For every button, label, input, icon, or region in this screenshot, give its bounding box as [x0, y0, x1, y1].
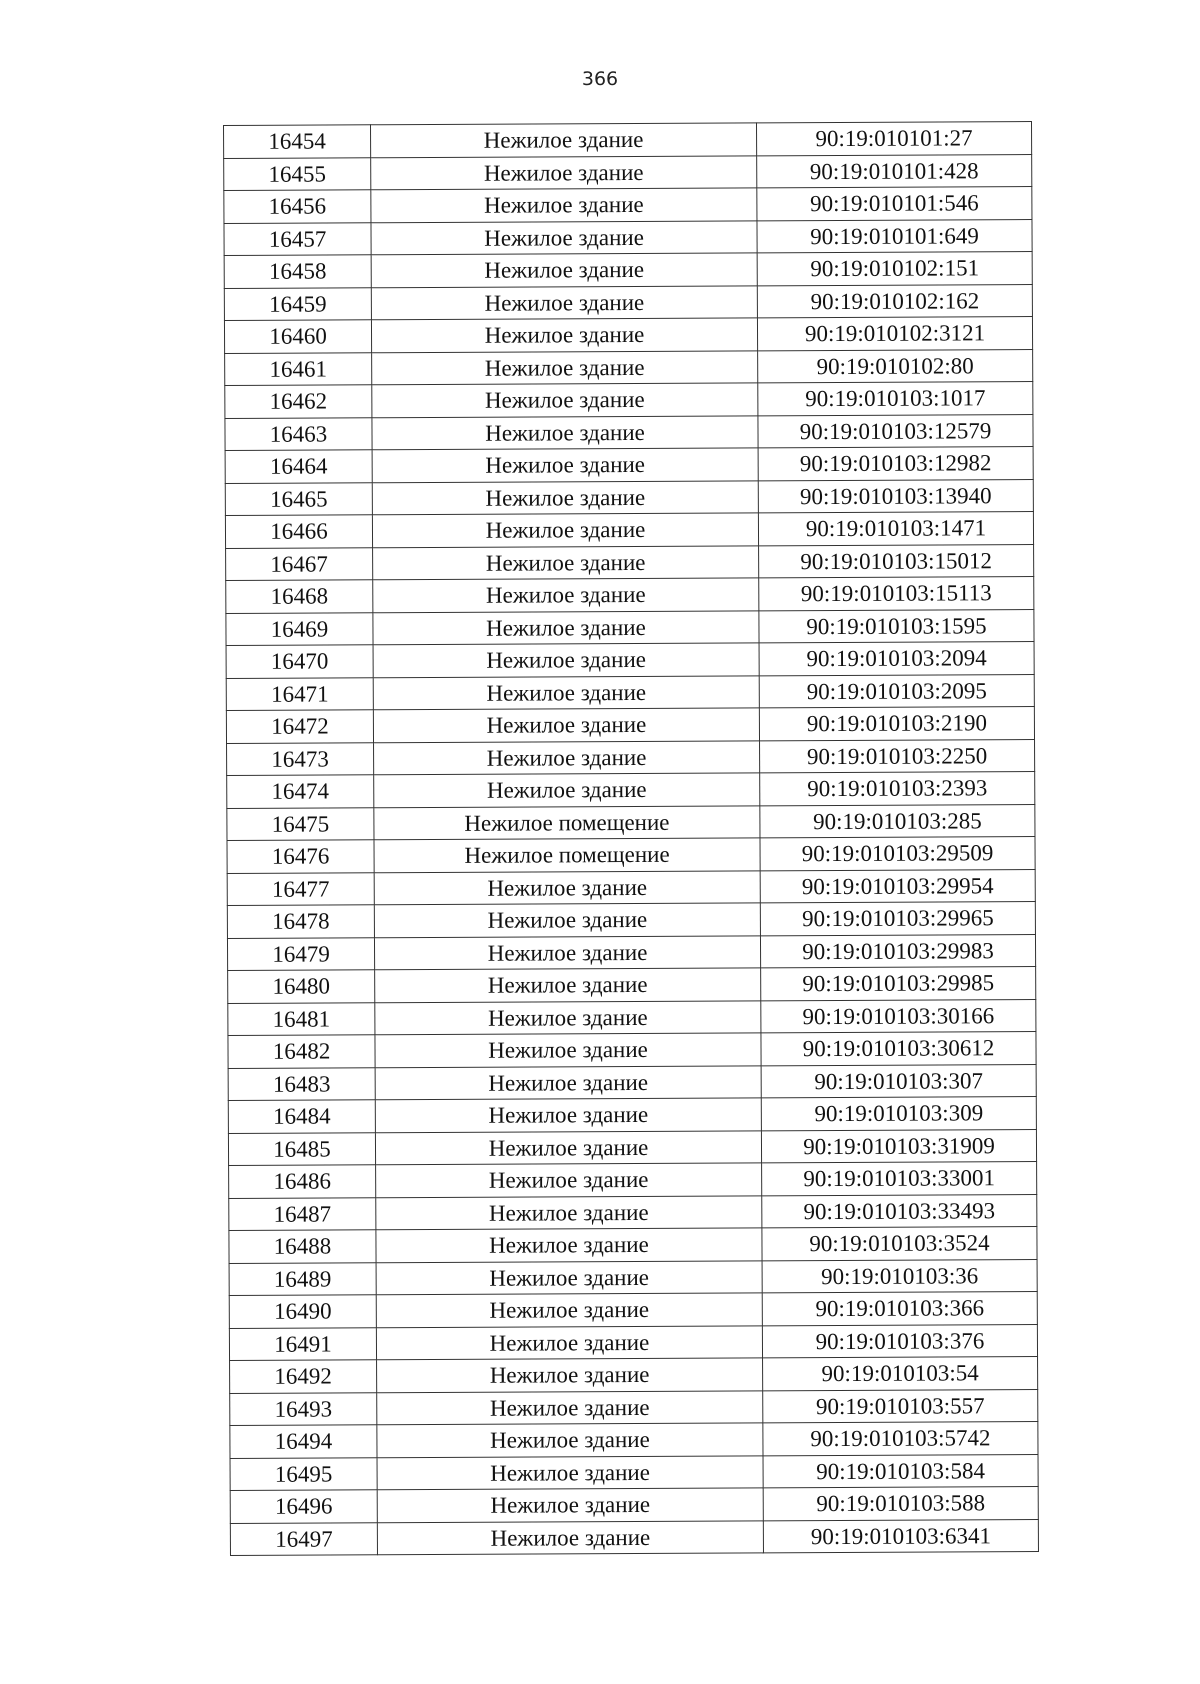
cadastral-number-cell: 90:19:010102:3121 [757, 317, 1032, 351]
object-type-cell: Нежилое здание [377, 1455, 763, 1489]
row-number-cell: 16473 [227, 742, 374, 775]
cadastral-number-cell: 90:19:010103:30166 [761, 999, 1036, 1033]
cadastral-number-cell: 90:19:010103:2094 [759, 642, 1034, 676]
table-row [230, 1357, 1038, 1393]
cadastral-number-cell: 90:19:010101:428 [757, 154, 1032, 188]
table-row [226, 577, 1034, 613]
object-type-cell: Нежилое помещение [374, 805, 760, 839]
object-type-cell: Нежилое здание [373, 578, 759, 612]
row-number-cell: 16479 [227, 937, 374, 970]
object-type-cell: Нежилое помещение [374, 838, 760, 872]
row-number-cell: 16489 [229, 1262, 376, 1295]
table-row [227, 772, 1035, 808]
object-type-cell: Нежилое здание [372, 448, 758, 482]
cadastral-number-cell: 90:19:010102:162 [757, 284, 1032, 318]
row-number-cell: 16465 [225, 482, 372, 515]
object-type-cell: Нежилое здание [371, 253, 757, 287]
table-row [228, 1097, 1036, 1133]
cadastral-number-cell: 90:19:010103:33001 [762, 1162, 1037, 1196]
cadastral-number-cell: 90:19:010101:27 [756, 122, 1031, 156]
table-row [226, 707, 1034, 743]
cadastral-number-cell: 90:19:010103:15113 [759, 577, 1034, 611]
table-row [230, 1454, 1038, 1490]
object-type-cell: Нежилое здание [377, 1390, 763, 1424]
table-row [227, 837, 1035, 873]
row-number-cell: 16464 [225, 450, 372, 483]
cadastral-number-cell: 90:19:010101:546 [757, 187, 1032, 221]
row-number-cell: 16468 [226, 580, 373, 613]
table-row [227, 869, 1035, 905]
object-type-cell: Нежилое здание [372, 480, 758, 514]
table-row [225, 479, 1033, 515]
cadastral-number-cell: 90:19:010103:33493 [762, 1194, 1037, 1228]
object-type-cell: Нежилое здание [372, 350, 758, 384]
row-number-cell: 16459 [224, 287, 371, 320]
cadastral-number-cell: 90:19:010103:309 [761, 1097, 1036, 1131]
table-row [224, 284, 1032, 320]
cadastral-number-cell: 90:19:010102:151 [757, 252, 1032, 286]
object-type-cell: Нежилое здание [377, 1423, 763, 1457]
object-type-cell: Нежилое здание [371, 220, 757, 254]
cadastral-number-cell: 90:19:010103:5742 [763, 1422, 1038, 1456]
row-number-cell: 16496 [230, 1490, 377, 1523]
object-type-cell: Нежилое здание [376, 1260, 762, 1294]
table-row [230, 1389, 1038, 1425]
object-type-cell: Нежилое здание [373, 675, 759, 709]
object-type-cell: Нежилое здание [376, 1325, 762, 1359]
row-number-cell: 16477 [227, 872, 374, 905]
cadastral-number-cell: 90:19:010103:285 [760, 804, 1035, 838]
cadastral-number-cell: 90:19:010103:29954 [760, 869, 1035, 903]
row-number-cell: 16497 [230, 1522, 377, 1555]
row-number-cell: 16486 [229, 1165, 376, 1198]
cadastral-number-cell: 90:19:010103:29983 [760, 934, 1035, 968]
row-number-cell: 16463 [225, 417, 372, 450]
table-row [227, 934, 1035, 970]
cadastral-number-cell: 90:19:010103:29985 [761, 967, 1036, 1001]
table-row [228, 1064, 1036, 1100]
cadastral-number-cell: 90:19:010102:80 [758, 349, 1033, 383]
object-type-cell: Нежилое здание [374, 870, 760, 904]
table-row [225, 349, 1033, 385]
object-type-cell: Нежилое здание [374, 773, 760, 807]
table-row [227, 902, 1035, 938]
table-row [229, 1162, 1037, 1198]
row-number-cell: 16494 [230, 1425, 377, 1458]
page-number: 366 [581, 68, 619, 90]
table-row [229, 1194, 1037, 1230]
row-number-cell: 16480 [228, 970, 375, 1003]
table-row [228, 1129, 1036, 1165]
row-number-cell: 16482 [228, 1035, 375, 1068]
cadastral-number-cell: 90:19:010103:366 [762, 1292, 1037, 1326]
row-number-cell: 16469 [226, 612, 373, 645]
row-number-cell: 16493 [230, 1392, 377, 1425]
object-type-cell: Нежилое здание [373, 643, 759, 677]
cadastral-number-cell: 90:19:010103:376 [762, 1324, 1037, 1358]
cadastral-number-cell: 90:19:010103:12982 [758, 447, 1033, 481]
object-type-cell: Нежилое здание [377, 1358, 763, 1392]
object-type-cell: Нежилое здание [371, 188, 757, 222]
object-type-cell: Нежилое здание [375, 968, 761, 1002]
table-row [224, 122, 1032, 158]
table-row [227, 739, 1035, 775]
object-type-cell: Нежилое здание [374, 740, 760, 774]
row-number-cell: 16455 [224, 157, 371, 190]
row-number-cell: 16490 [229, 1295, 376, 1328]
row-number-cell: 16460 [224, 320, 371, 353]
cadastral-number-cell: 90:19:010103:15012 [759, 544, 1034, 578]
table-row [226, 674, 1034, 710]
cadastral-number-cell: 90:19:010103:588 [763, 1487, 1038, 1521]
cadastral-number-cell: 90:19:010103:31909 [761, 1129, 1036, 1163]
row-number-cell: 16467 [226, 547, 373, 580]
object-type-cell: Нежилое здание [371, 123, 757, 157]
table-row [225, 512, 1033, 548]
row-number-cell: 16491 [229, 1327, 376, 1360]
cadastral-number-cell: 90:19:010103:1471 [758, 512, 1033, 546]
object-type-cell: Нежилое здание [374, 935, 760, 969]
table-row [226, 642, 1034, 678]
cadastral-number-cell: 90:19:010103:30612 [761, 1032, 1036, 1066]
table-row [228, 999, 1036, 1035]
table-row [229, 1227, 1037, 1263]
cadastral-number-cell: 90:19:010103:29509 [760, 837, 1035, 871]
cadastral-number-cell: 90:19:010103:1017 [758, 382, 1033, 416]
object-type-cell: Нежилое здание [376, 1195, 762, 1229]
object-type-cell: Нежилое здание [371, 318, 757, 352]
object-type-cell: Нежилое здание [376, 1163, 762, 1197]
table-row [225, 414, 1033, 450]
object-type-cell: Нежилое здание [373, 545, 759, 579]
object-type-cell: Нежилое здание [377, 1488, 763, 1522]
cadastral-number-cell: 90:19:010103:13940 [758, 479, 1033, 513]
table-row [224, 154, 1032, 190]
row-number-cell: 16474 [227, 775, 374, 808]
row-number-cell: 16476 [227, 840, 374, 873]
row-number-cell: 16483 [228, 1067, 375, 1100]
row-number-cell: 16457 [224, 222, 371, 255]
row-number-cell: 16484 [228, 1100, 375, 1133]
cadastral-number-cell: 90:19:010103:2250 [760, 739, 1035, 773]
table-row [229, 1324, 1037, 1360]
object-type-cell: Нежилое здание [376, 1228, 762, 1262]
row-number-cell: 16454 [224, 125, 371, 158]
row-number-cell: 16470 [226, 645, 373, 678]
object-type-cell: Нежилое здание [372, 383, 758, 417]
table-row [224, 219, 1032, 255]
row-number-cell: 16485 [228, 1132, 375, 1165]
object-type-cell: Нежилое здание [375, 1000, 761, 1034]
row-number-cell: 16492 [230, 1360, 377, 1393]
row-number-cell: 16495 [230, 1457, 377, 1490]
cadastral-number-cell: 90:19:010103:307 [761, 1064, 1036, 1098]
object-type-cell: Нежилое здание [375, 1130, 761, 1164]
cadastral-number-cell: 90:19:010103:557 [763, 1389, 1038, 1423]
object-type-cell: Нежилое здание [375, 1098, 761, 1132]
row-number-cell: 16456 [224, 190, 371, 223]
row-number-cell: 16475 [227, 807, 374, 840]
table-row [224, 252, 1032, 288]
row-number-cell: 16458 [224, 255, 371, 288]
row-number-cell: 16478 [227, 905, 374, 938]
table-row [228, 967, 1036, 1003]
table-row [227, 804, 1035, 840]
row-number-cell: 16472 [226, 710, 373, 743]
row-number-cell: 16462 [225, 385, 372, 418]
object-type-cell: Нежилое здание [375, 1065, 761, 1099]
table-row [229, 1259, 1037, 1295]
cadastral-number-cell: 90:19:010103:2393 [760, 772, 1035, 806]
table-row [226, 544, 1034, 580]
object-type-cell: Нежилое здание [376, 1293, 762, 1327]
table-row [225, 447, 1033, 483]
object-type-cell: Нежилое здание [371, 155, 757, 189]
object-type-cell: Нежилое здание [372, 415, 758, 449]
cadastral-number-cell: 90:19:010103:29965 [760, 902, 1035, 936]
row-number-cell: 16488 [229, 1230, 376, 1263]
table-row [230, 1487, 1038, 1523]
cadastral-number-cell: 90:19:010103:54 [763, 1357, 1038, 1391]
row-number-cell: 16487 [229, 1197, 376, 1230]
row-number-cell: 16461 [225, 352, 372, 385]
row-number-cell: 16481 [228, 1002, 375, 1035]
object-type-cell: Нежилое здание [371, 285, 757, 319]
cadastral-number-cell: 90:19:010103:2190 [759, 707, 1034, 741]
cadastral-number-cell: 90:19:010103:12579 [758, 414, 1033, 448]
table-row [224, 187, 1032, 223]
object-type-cell: Нежилое здание [374, 903, 760, 937]
table-row [225, 382, 1033, 418]
object-type-cell: Нежилое здание [373, 610, 759, 644]
object-type-cell: Нежилое здание [377, 1520, 763, 1554]
table-body [224, 122, 1039, 1556]
table-row [230, 1519, 1038, 1555]
table-row [226, 609, 1034, 645]
row-number-cell: 16471 [226, 677, 373, 710]
cadastral-number-cell: 90:19:010103:3524 [762, 1227, 1037, 1261]
registry-table [223, 121, 1039, 1556]
table-row [230, 1422, 1038, 1458]
row-number-cell: 16466 [225, 515, 372, 548]
table-row [224, 317, 1032, 353]
cadastral-number-cell: 90:19:010103:6341 [763, 1519, 1038, 1553]
cadastral-number-cell: 90:19:010101:649 [757, 219, 1032, 253]
cadastral-number-cell: 90:19:010103:36 [762, 1259, 1037, 1293]
cadastral-number-cell: 90:19:010103:2095 [759, 674, 1034, 708]
table-row [229, 1292, 1037, 1328]
object-type-cell: Нежилое здание [372, 513, 758, 547]
object-type-cell: Нежилое здание [373, 708, 759, 742]
table-row [228, 1032, 1036, 1068]
object-type-cell: Нежилое здание [375, 1033, 761, 1067]
cadastral-number-cell: 90:19:010103:584 [763, 1454, 1038, 1488]
cadastral-number-cell: 90:19:010103:1595 [759, 609, 1034, 643]
